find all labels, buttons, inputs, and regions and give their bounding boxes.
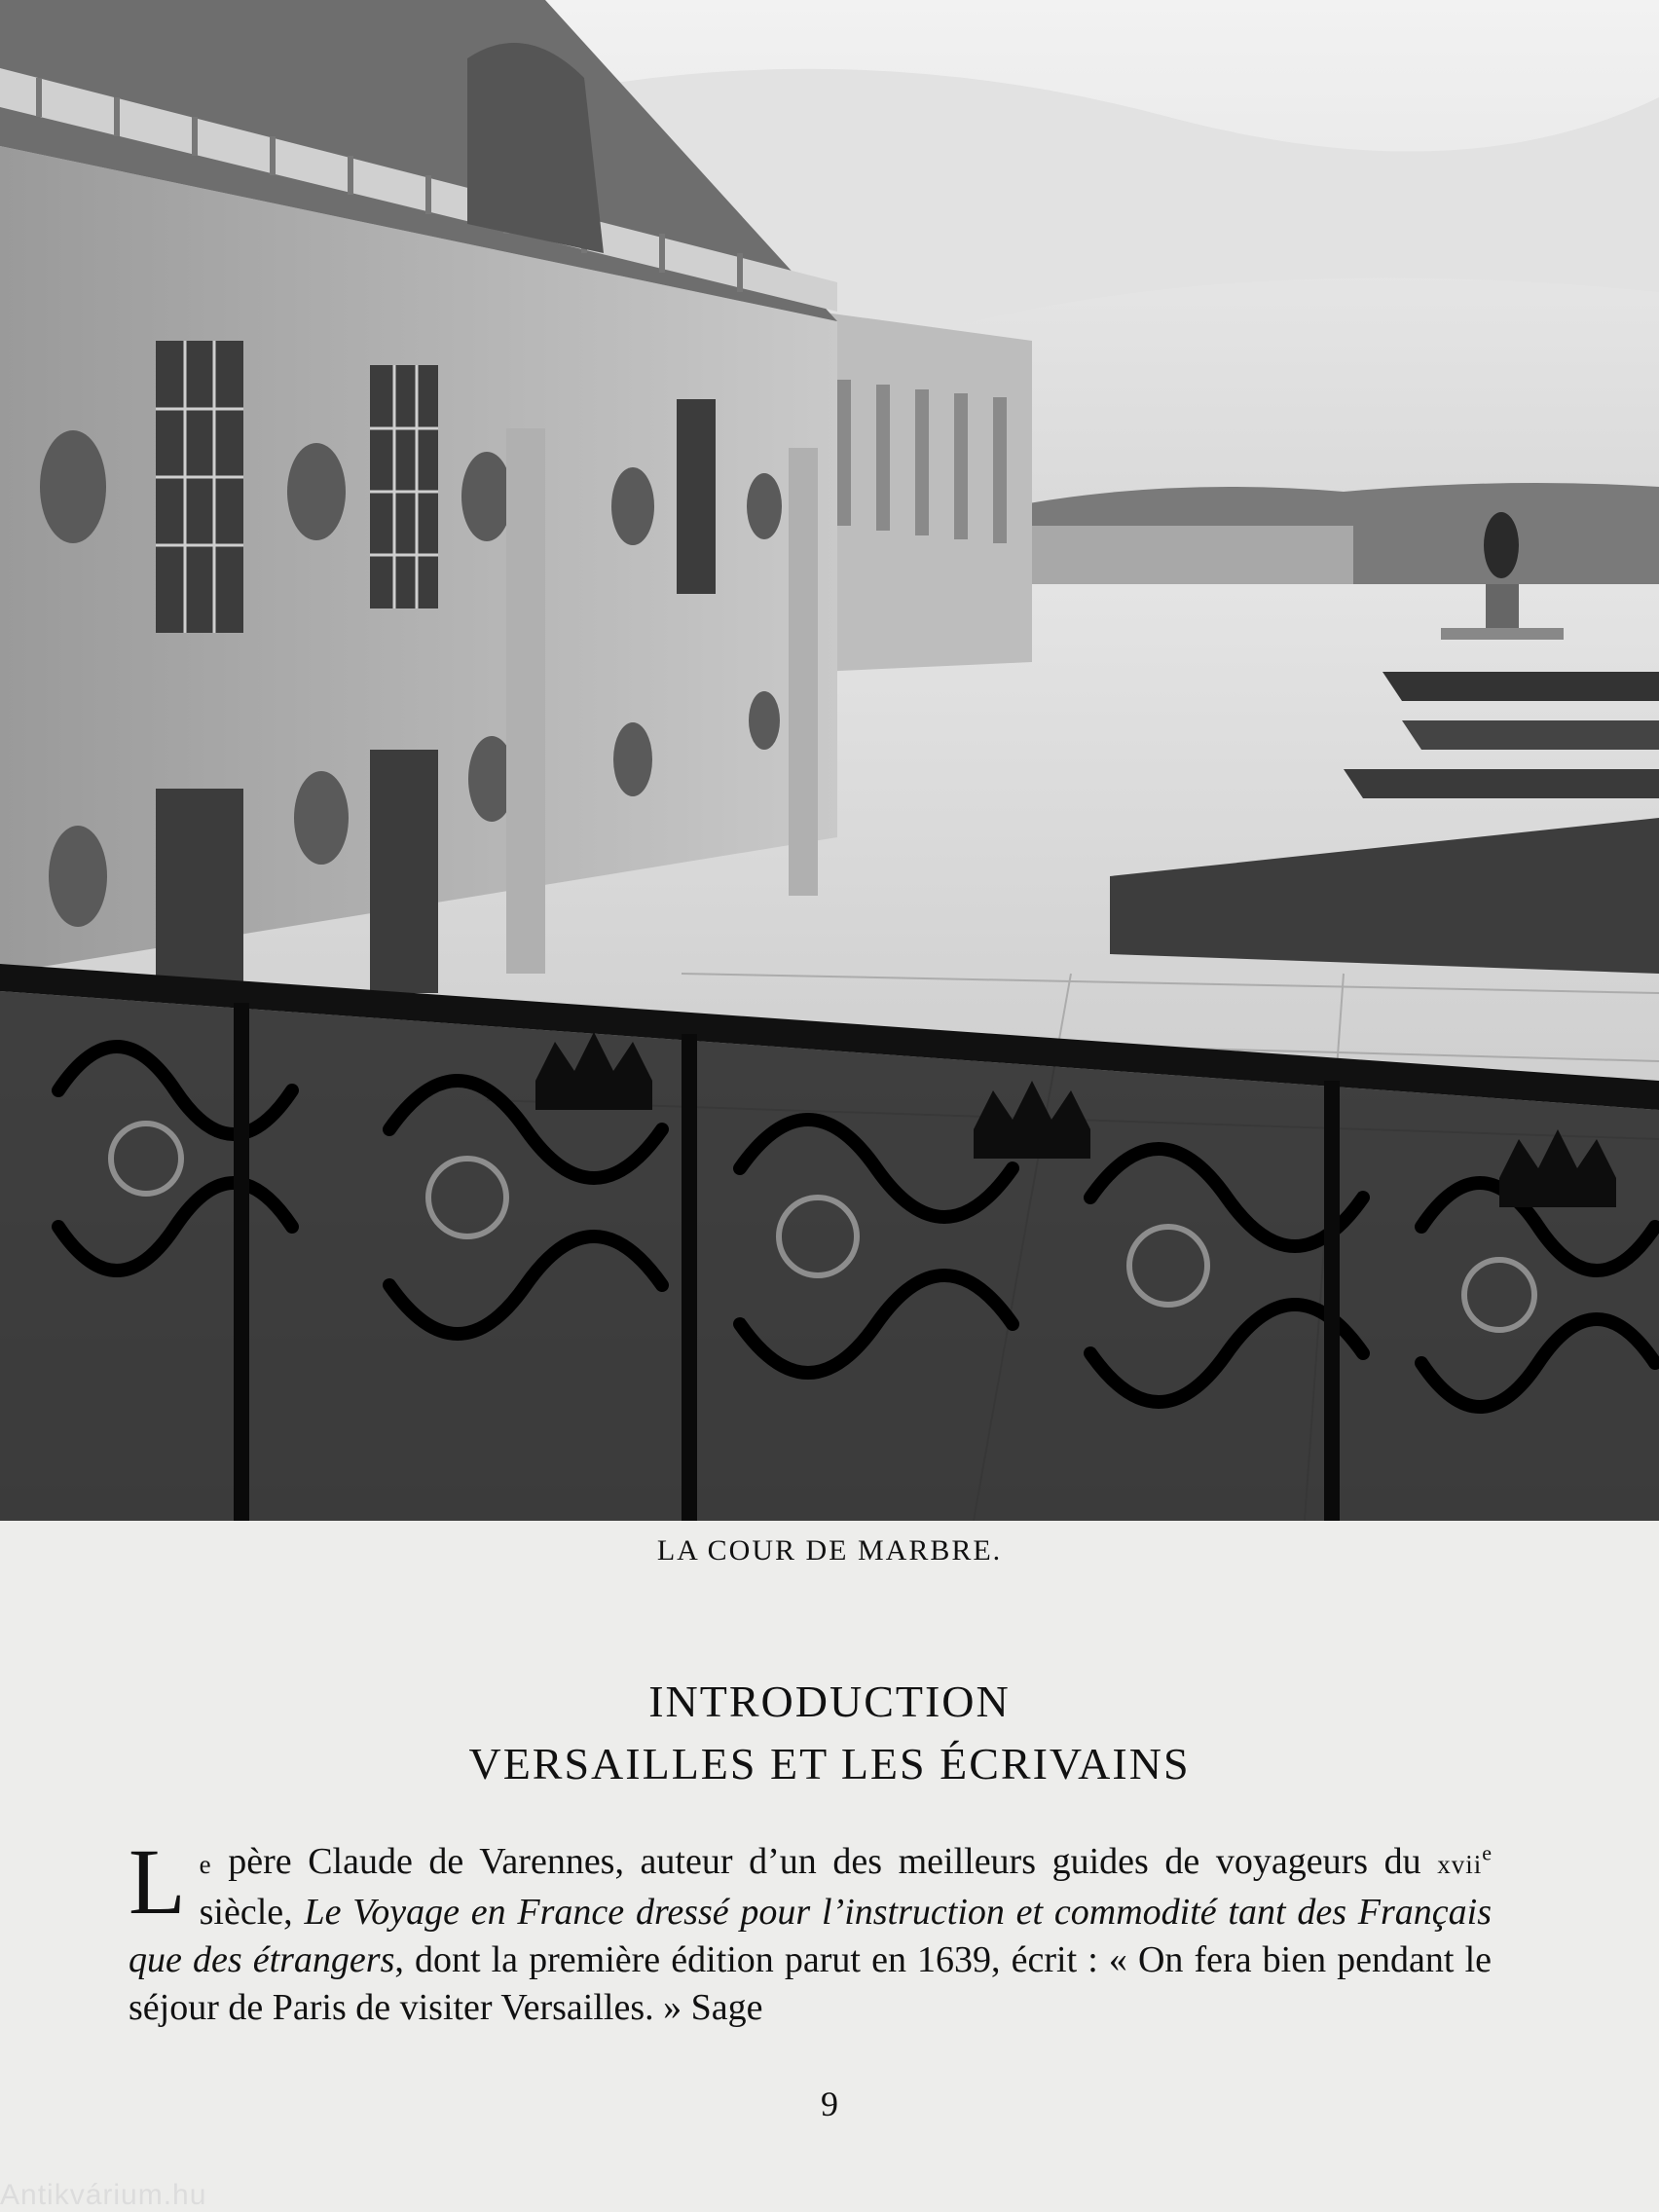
drop-cap: L bbox=[129, 1829, 186, 1934]
century-prefix: du bbox=[1383, 1841, 1438, 1882]
line1-text: père Claude de Varennes, auteur d’un des meilleurs guides de voyageurs bbox=[211, 1841, 1369, 1882]
watermark: Antikvárium.hu bbox=[0, 2179, 207, 2211]
section-title: INTRODUCTION bbox=[648, 1677, 1011, 1726]
photo-caption: LA COUR DE MARBRE. bbox=[656, 1534, 1003, 1567]
section-subtitle: VERSAILLES ET LES ÉCRIVAINS bbox=[468, 1739, 1191, 1788]
century-suffix: siècle, bbox=[199, 1892, 305, 1933]
page-number: 9 bbox=[821, 2084, 838, 2123]
century-superscript: e bbox=[1482, 1840, 1492, 1865]
first-word-rest: e bbox=[199, 1850, 212, 1879]
century-roman: xvii bbox=[1437, 1850, 1483, 1879]
after-title-text: , dont la première édition parut en 1639, écrit : « On fera bien pendant le séjour de Paris de visiter Versailles. » Sage bbox=[129, 1939, 1492, 2028]
body-paragraph bbox=[129, 1829, 1492, 2032]
book-title: Le Voyage en France dressé pour l’instruction et commodité tant des Français que des étrangers bbox=[129, 1892, 1492, 1980]
